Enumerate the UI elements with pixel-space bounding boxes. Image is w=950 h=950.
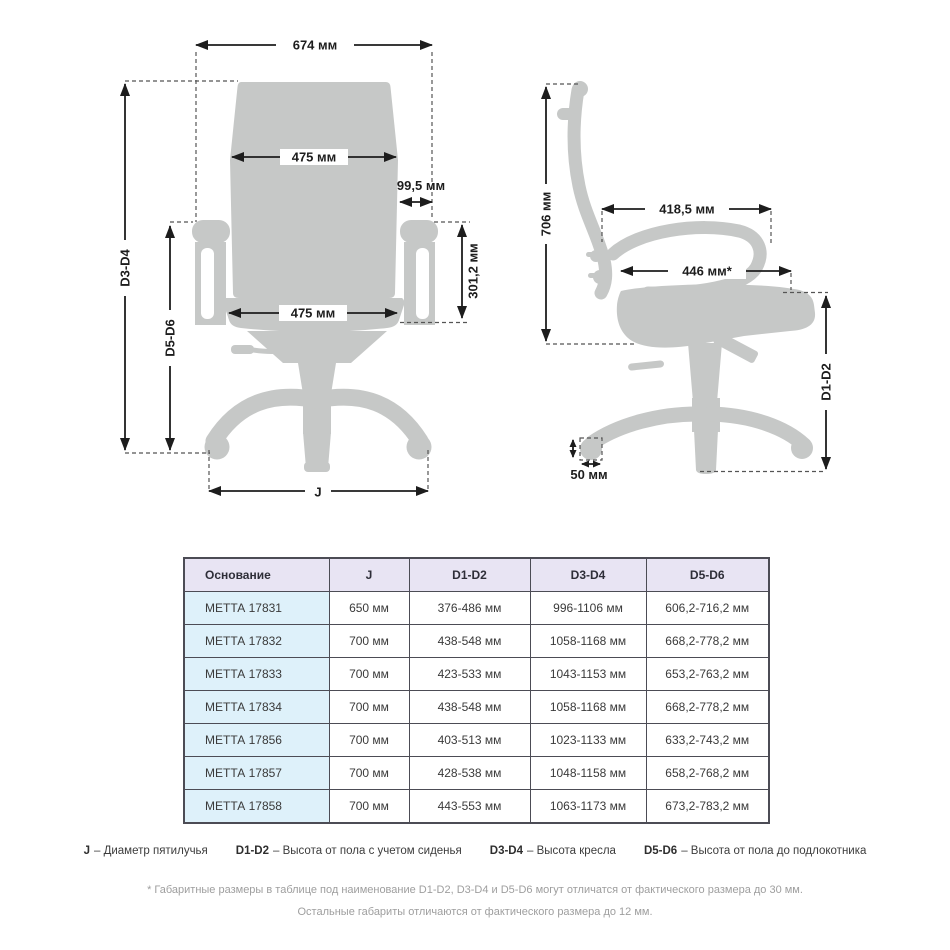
side-base-foot xyxy=(694,430,718,474)
legend-key: J xyxy=(83,845,90,857)
front-backrest-width-label: 475 мм xyxy=(291,149,337,165)
footnotes xyxy=(0,879,950,923)
legend-desc: – Высота от пола до подлокотника xyxy=(681,845,867,857)
side-view xyxy=(537,81,835,482)
side-backrest-frame xyxy=(574,90,606,293)
front-armrest-height-label: 301,2 мм xyxy=(465,243,481,299)
front-backrest xyxy=(230,82,398,298)
legend-desc: – Высота кресла xyxy=(527,845,616,857)
col-header-j: J xyxy=(329,558,409,592)
front-base-leg-right xyxy=(317,397,420,441)
model-cell: МЕТТА 17858 xyxy=(184,790,329,824)
side-caster-right xyxy=(791,437,813,459)
front-chair-silhouette xyxy=(192,82,438,472)
col-header-d3d4: D3-D4 xyxy=(530,558,646,592)
legend-item-d3d4 xyxy=(490,845,616,857)
value-cell: 700 мм xyxy=(329,691,409,724)
front-view xyxy=(116,37,481,500)
value-cell: 1063-1173 мм xyxy=(530,790,646,824)
model-cell: МЕТТА 17831 xyxy=(184,592,329,625)
value-cell: 1058-1168 мм xyxy=(530,625,646,658)
table-row xyxy=(184,790,769,824)
front-caster-left xyxy=(205,435,230,460)
front-seat-pan xyxy=(247,331,387,363)
value-cell: 1048-1158 мм xyxy=(530,757,646,790)
value-cell: 443-553 мм xyxy=(409,790,530,824)
side-caster-left xyxy=(580,438,602,460)
value-cell: 700 мм xyxy=(329,724,409,757)
value-cell: 650 мм xyxy=(329,592,409,625)
value-cell: 673,2-783,2 мм xyxy=(646,790,769,824)
value-cell: 700 мм xyxy=(329,658,409,691)
table-row xyxy=(184,691,769,724)
model-cell: МЕТТА 17857 xyxy=(184,757,329,790)
dimension-table xyxy=(183,557,770,824)
front-base-leg-left xyxy=(214,397,317,441)
front-base-diameter-label: J xyxy=(314,484,322,500)
col-header-d5d6: D5-D6 xyxy=(646,558,769,592)
model-cell: МЕТТА 17832 xyxy=(184,625,329,658)
value-cell: 1058-1168 мм xyxy=(530,691,646,724)
legend-item-d1d2 xyxy=(236,845,462,857)
side-gas-column xyxy=(688,343,722,402)
value-cell: 700 мм xyxy=(329,625,409,658)
col-header-d1d2: D1-D2 xyxy=(409,558,530,592)
side-headrest-bracket xyxy=(557,108,579,120)
side-base-leg-right xyxy=(710,414,804,445)
value-cell: 376-486 мм xyxy=(409,592,530,625)
value-cell: 428-538 мм xyxy=(409,757,530,790)
legend xyxy=(0,845,950,857)
front-overall-width-label: 674 мм xyxy=(292,37,338,53)
table-row xyxy=(184,724,769,757)
front-chair-height-label: D3-D4 xyxy=(117,249,133,287)
side-caster-size-label: 50 мм xyxy=(570,467,608,482)
front-gas-column xyxy=(298,363,336,394)
value-cell: 1023-1133 мм xyxy=(530,724,646,757)
front-seat-width-label: 475 мм xyxy=(290,305,336,321)
legend-key: D3-D4 xyxy=(489,845,523,857)
value-cell: 633,2-743,2 мм xyxy=(646,724,769,757)
value-cell: 668,2-778,2 мм xyxy=(646,625,769,658)
value-cell: 700 мм xyxy=(329,757,409,790)
side-height-lever xyxy=(628,360,665,371)
front-armrest-pad-right xyxy=(400,220,438,243)
footnote-line-1: * Габаритные размеры в таблице под наименование D1-D2, D3-D4 и D5-D6 могут отличатся от фактического размера до 30 мм. xyxy=(147,884,803,896)
value-cell: 606,2-716,2 мм xyxy=(646,592,769,625)
side-backrest-height-label: 706 мм xyxy=(538,191,554,237)
front-caster-right xyxy=(407,435,432,460)
model-cell: МЕТТА 17856 xyxy=(184,724,329,757)
col-header-base: Основание xyxy=(184,558,329,592)
value-cell: 1043-1153 мм xyxy=(530,658,646,691)
footnote-line-2: Остальные габариты отличаются от фактического размера до 12 мм. xyxy=(297,906,653,918)
side-backrest-depth-label: 418,5 мм xyxy=(659,201,715,217)
value-cell: 700 мм xyxy=(329,790,409,824)
front-armrest-floor-label: D5-D6 xyxy=(162,319,178,357)
table-row xyxy=(184,658,769,691)
legend-key: D1-D2 xyxy=(235,845,270,857)
front-armrest-offset-label: 99,5 мм xyxy=(396,178,446,193)
legend-key: D5-D6 xyxy=(643,845,678,857)
value-cell: 996-1106 мм xyxy=(530,592,646,625)
side-armrest-loop xyxy=(613,228,760,294)
model-cell: МЕТТА 17834 xyxy=(184,691,329,724)
table-header-row xyxy=(184,558,769,592)
value-cell: 668,2-778,2 мм xyxy=(646,691,769,724)
side-seat-height-label: D1-D2 xyxy=(818,363,834,401)
value-cell: 423-533 мм xyxy=(409,658,530,691)
table-row xyxy=(184,592,769,625)
side-base-leg-left xyxy=(592,414,702,443)
value-cell: 658,2-768,2 мм xyxy=(646,757,769,790)
legend-item-d5d6 xyxy=(644,845,866,857)
side-seat-depth-label: 446 мм* xyxy=(682,263,732,279)
table-row xyxy=(184,625,769,658)
value-cell: 653,2-763,2 мм xyxy=(646,658,769,691)
legend-desc: – Высота от пола с учетом сиденья xyxy=(273,845,462,857)
value-cell: 403-513 мм xyxy=(409,724,530,757)
front-lever-handle xyxy=(231,345,254,354)
value-cell: 438-548 мм xyxy=(409,625,530,658)
front-armrest-pad-left xyxy=(192,220,230,243)
model-cell: МЕТТА 17833 xyxy=(184,658,329,691)
legend-item-j xyxy=(84,845,208,857)
table-row xyxy=(184,757,769,790)
value-cell: 438-548 мм xyxy=(409,691,530,724)
legend-desc: – Диаметр пятилучья xyxy=(93,845,208,857)
